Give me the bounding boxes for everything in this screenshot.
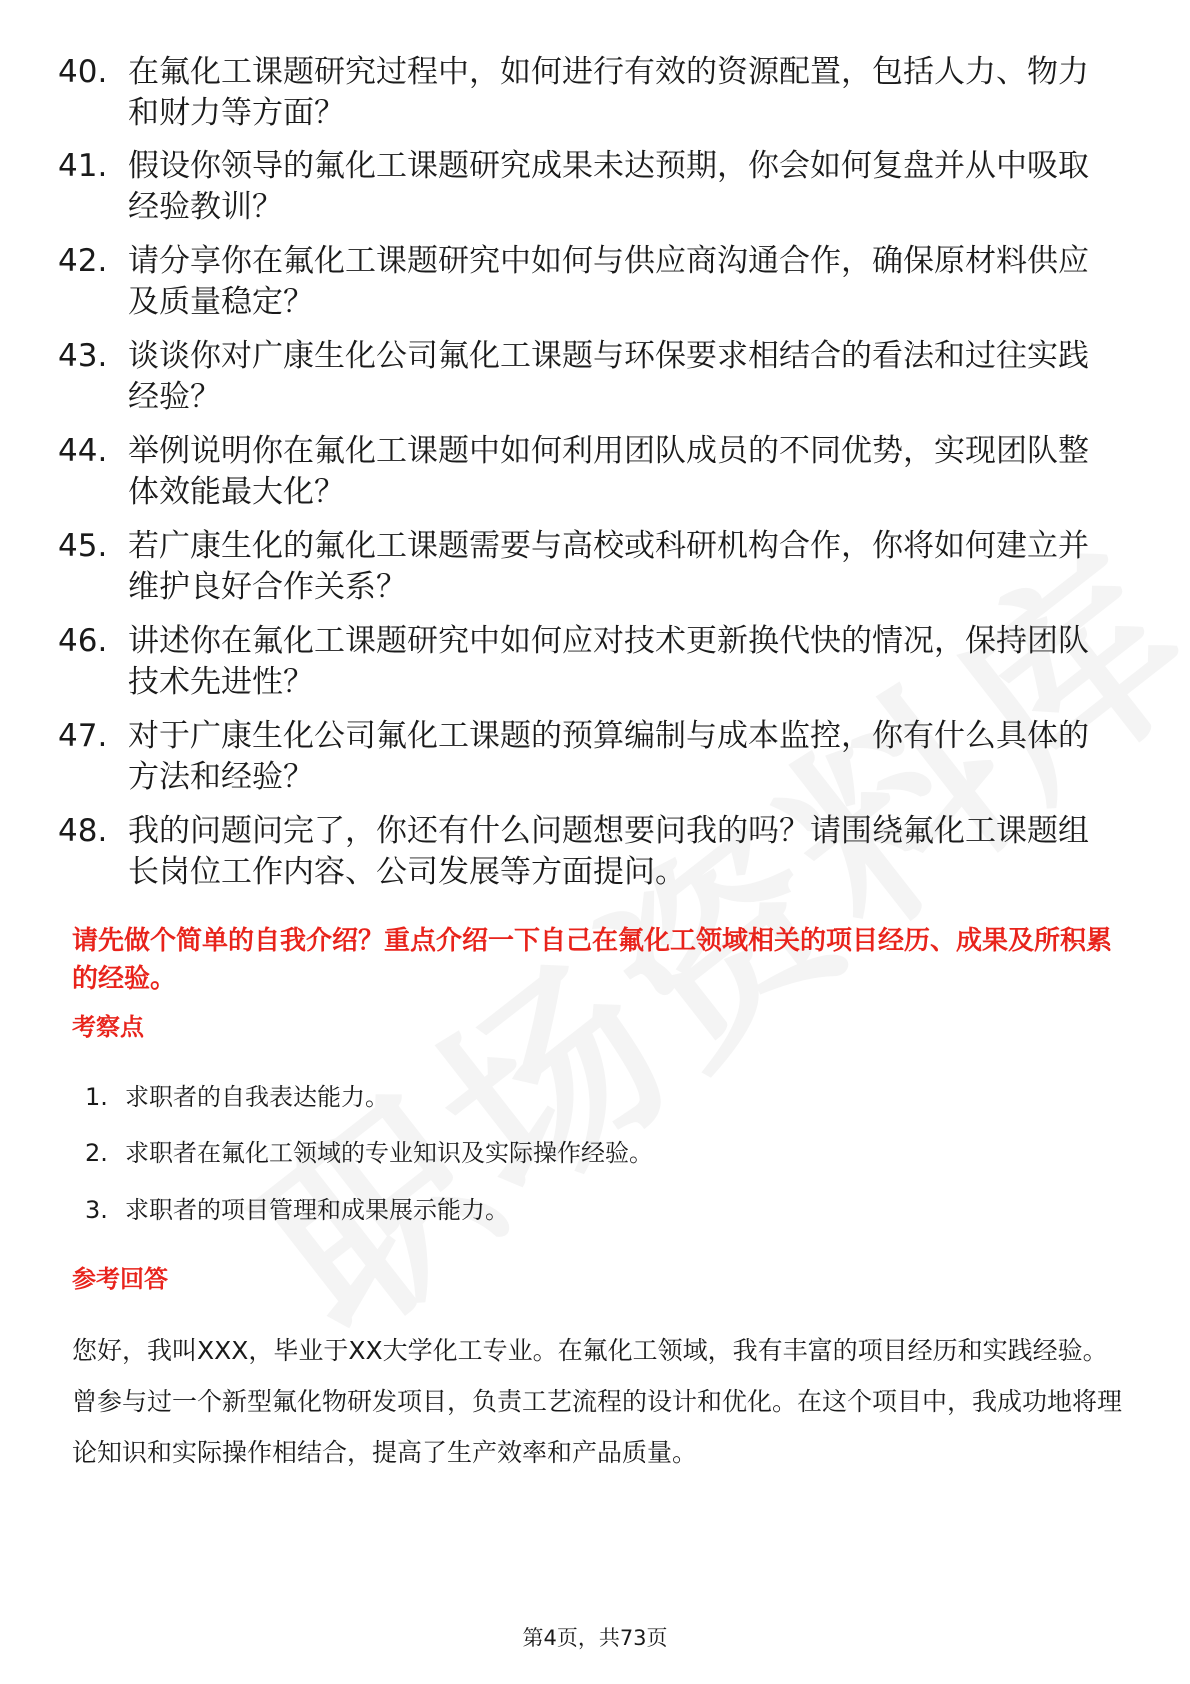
point-text: 求职者的项目管理和成果展示能力。 bbox=[125, 1196, 509, 1224]
question-number: 42. bbox=[58, 243, 108, 279]
question-item bbox=[58, 431, 1118, 513]
assessment-point bbox=[85, 1136, 653, 1170]
question-number: 48. bbox=[58, 813, 108, 849]
question-item bbox=[58, 336, 1118, 418]
question-number: 40. bbox=[58, 54, 108, 90]
assessment-point bbox=[85, 1080, 389, 1114]
assessment-title: 考察点 bbox=[72, 1013, 144, 1041]
question-item bbox=[58, 52, 1118, 134]
point-text: 求职者的自我表达能力。 bbox=[125, 1083, 389, 1111]
question-item bbox=[58, 241, 1118, 323]
question-number: 44. bbox=[58, 433, 108, 469]
page-footer: 第4页，共73页 bbox=[522, 1626, 668, 1650]
reference-title: 参考回答 bbox=[72, 1265, 168, 1293]
question-text: 在氟化工课题研究过程中，如何进行有效的资源配置，包括人力、物力和财力等方面？ bbox=[128, 54, 1089, 131]
question-number: 45. bbox=[58, 528, 108, 564]
question-text: 请分享你在氟化工课题研究中如何与供应商沟通合作，确保原材料供应及质量稳定？ bbox=[128, 243, 1089, 320]
question-text: 对于广康生化公司氟化工课题的预算编制与成本监控，你有什么具体的方法和经验？ bbox=[128, 718, 1089, 795]
question-text: 我的问题问完了，你还有什么问题想要问我的吗？请围绕氟化工课题组长岗位工作内容、公司发展等方面提问。 bbox=[128, 813, 1089, 890]
question-item bbox=[58, 146, 1118, 228]
question-number: 43. bbox=[58, 338, 108, 374]
reference-answer: 您好，我叫XXX，毕业于XX大学化工专业。在氟化工领域，我有丰富的项目经历和实践经验。曾参与过一个新型氟化物研发项目，负责工艺流程的设计和优化。在这个项目中，我成功地将理论知识和实际操作相结合，提高了生产效率和产品质量。 bbox=[72, 1336, 1123, 1467]
question-text: 若广康生化的氟化工课题需要与高校或科研机构合作，你将如何建立并维护良好合作关系？ bbox=[128, 528, 1089, 605]
question-number: 46. bbox=[58, 623, 108, 659]
point-number: 2. bbox=[85, 1139, 108, 1167]
point-text: 求职者在氟化工领域的专业知识及实际操作经验。 bbox=[125, 1139, 653, 1167]
point-number: 3. bbox=[85, 1196, 108, 1224]
point-number: 1. bbox=[85, 1083, 108, 1111]
question-text: 假设你领导的氟化工课题研究成果未达预期，你会如何复盘并从中吸取经验教训？ bbox=[128, 148, 1089, 225]
question-text: 讲述你在氟化工课题研究中如何应对技术更新换代快的情况，保持团队技术先进性？ bbox=[128, 623, 1089, 700]
question-number: 41. bbox=[58, 148, 108, 184]
question-text: 谈谈你对广康生化公司氟化工课题与环保要求相结合的看法和过往实践经验？ bbox=[128, 338, 1089, 415]
question-item bbox=[58, 526, 1118, 608]
featured-question: 请先做个简单的自我介绍？重点介绍一下自己在氟化工领域相关的项目经历、成果及所积累的经验。 bbox=[72, 926, 1113, 994]
question-number: 47. bbox=[58, 718, 108, 754]
question-item bbox=[58, 716, 1118, 798]
question-item bbox=[58, 621, 1118, 703]
question-item bbox=[58, 811, 1118, 893]
assessment-point bbox=[85, 1193, 509, 1227]
question-text: 举例说明你在氟化工课题中如何利用团队成员的不同优势，实现团队整体效能最大化？ bbox=[128, 433, 1089, 510]
